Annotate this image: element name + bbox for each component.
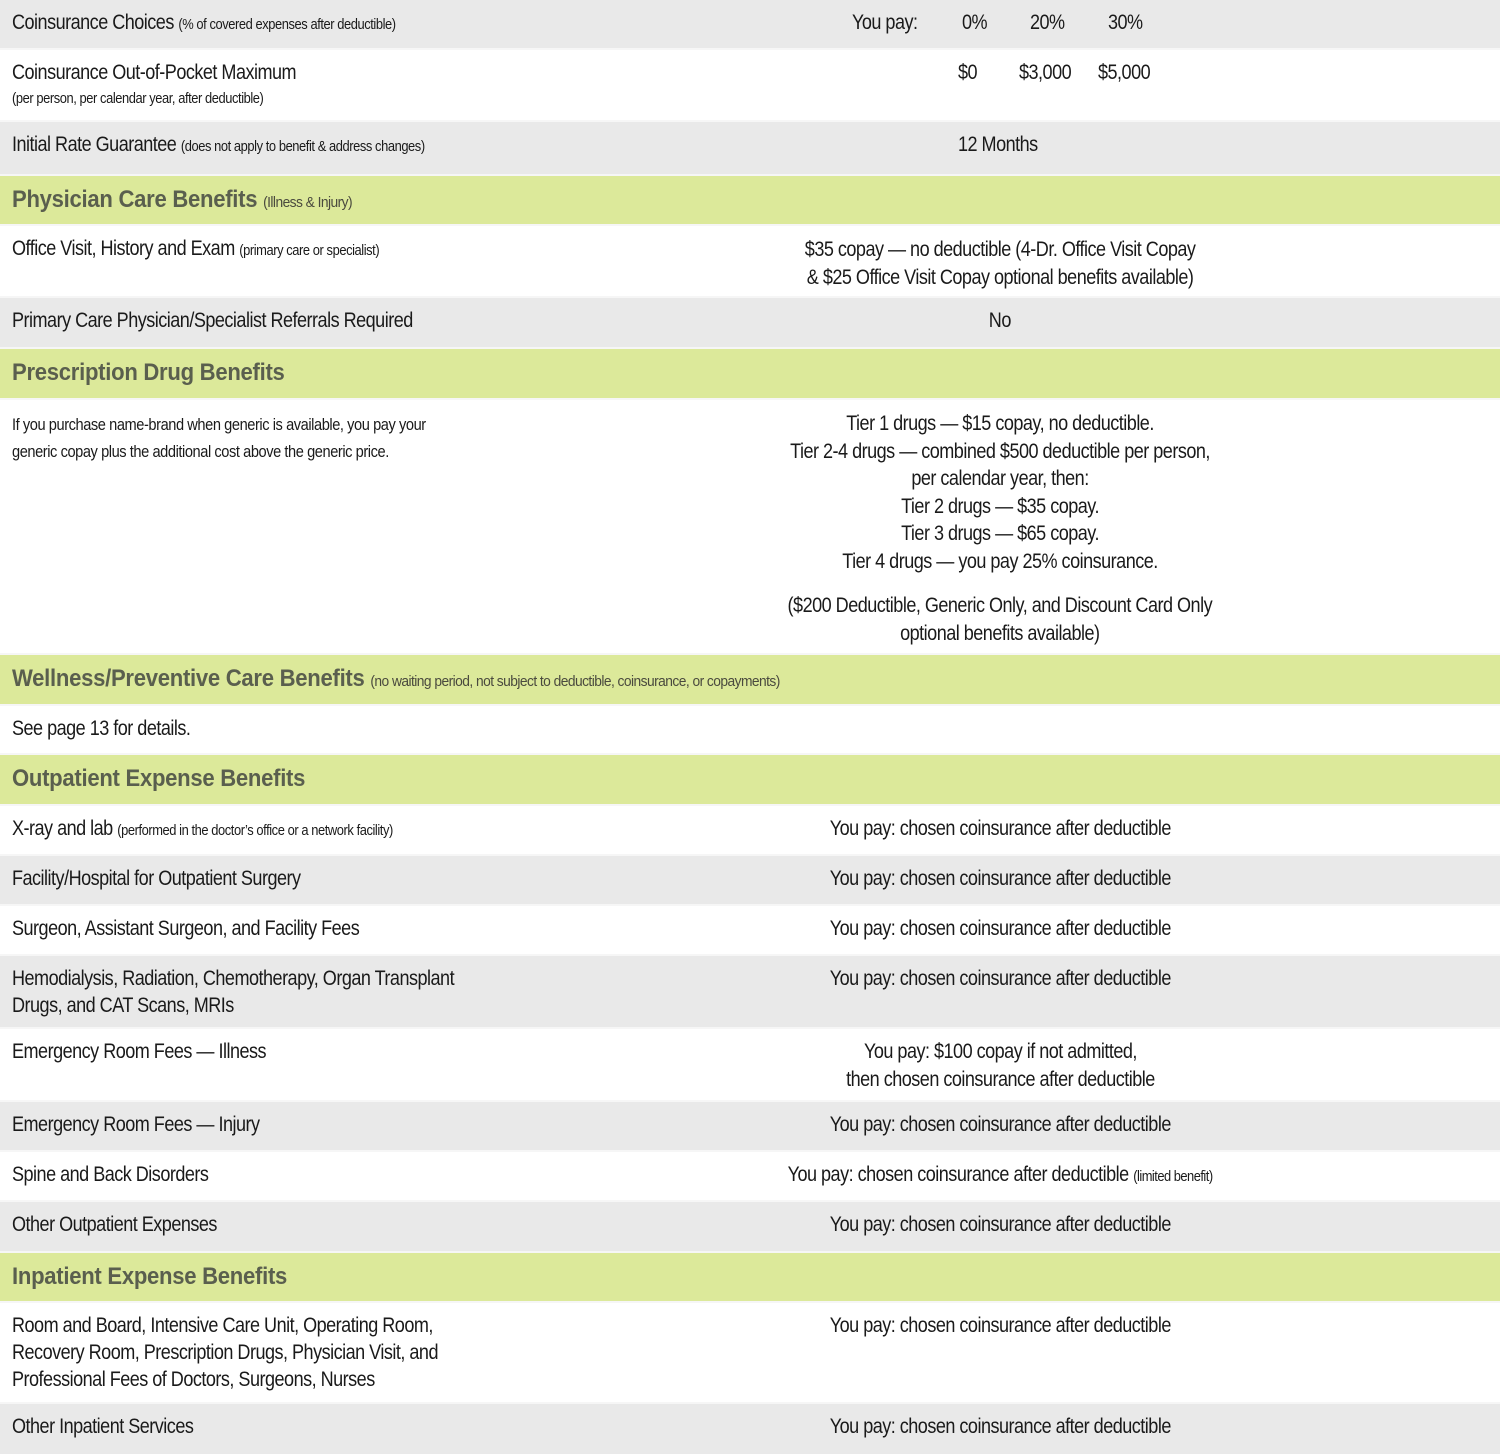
row-other-inpatient <box>0 1404 1500 1454</box>
tier-line: Tier 1 drugs — $15 copay, no deductible. <box>846 412 1154 435</box>
row-room-and-board <box>0 1303 1500 1404</box>
row-label <box>12 815 393 844</box>
prescription-note <box>12 411 426 465</box>
row-label <box>12 9 396 38</box>
oop-option-1: $3,000 <box>1019 61 1072 84</box>
value-text: You pay: chosen coinsurance after deductible <box>829 1213 1171 1236</box>
row-value <box>700 1312 1300 1340</box>
section-header-physician <box>0 176 1500 226</box>
row-value <box>700 236 1300 291</box>
row-value <box>700 865 1300 893</box>
label-text: Office Visit, History and Exam <box>12 237 235 260</box>
row-label: Facility/Hospital for Outpatient Surgery <box>12 867 301 890</box>
tier-line: Tier 4 drugs — you pay 25% coinsurance. <box>842 549 1158 573</box>
row-label: Other Outpatient Expenses <box>12 1213 217 1236</box>
rate-guarantee-value: 12 Months <box>958 133 1038 156</box>
value-text: You pay: chosen coinsurance after deductible <box>829 1113 1171 1136</box>
value-text: You pay: chosen coinsurance after deductible <box>829 817 1171 840</box>
label-note: (primary care or specialist) <box>239 242 380 259</box>
row-rate-guarantee <box>0 122 1500 176</box>
value-text: You pay: chosen coinsurance after deductible <box>829 1415 1171 1438</box>
tier-line: Tier 3 drugs — $65 copay. <box>901 522 1099 545</box>
coinsurance-option-20: 20% <box>1030 11 1065 34</box>
row-hemodialysis <box>0 956 1500 1029</box>
row-label: Emergency Room Fees — Illness <box>12 1040 267 1063</box>
row-label <box>12 965 454 1019</box>
label-note: (per person, per calendar year, after deductible) <box>12 90 264 107</box>
section-title <box>12 185 352 218</box>
row-er-injury <box>0 1102 1500 1152</box>
row-value <box>700 1111 1300 1139</box>
section-header-wellness <box>0 655 1500 706</box>
optional-line: ($200 Deductible, Generic Only, and Discount Card Only <box>787 594 1213 617</box>
value-text: You pay: chosen coinsurance after deductible <box>787 1163 1129 1186</box>
wellness-link-text: See page 13 for details. <box>12 717 191 740</box>
label-note: (does not apply to benefit & address changes) <box>180 138 425 155</box>
value-line: then chosen coinsurance after deductible <box>845 1067 1155 1091</box>
row-label <box>12 235 379 264</box>
row-xray-lab <box>0 806 1500 856</box>
prescription-optional <box>700 592 1300 647</box>
section-title <box>12 664 780 697</box>
section-title-text: Physician Care Benefits <box>12 186 258 213</box>
value-line: $35 copay — no deductible (4-Dr. Office Visit Copay <box>804 238 1196 261</box>
note-line: generic copay plus the additional cost above the generic price. <box>12 442 389 461</box>
row-wellness-body <box>0 706 1500 755</box>
label-line: Professional Fees of Doctors, Surgeons, Nurses <box>12 1368 375 1391</box>
label-text: X-ray and lab <box>12 817 113 840</box>
value-text: You pay: chosen coinsurance after deductible <box>829 867 1171 890</box>
label-line: Room and Board, Intensive Care Unit, Operating Room, <box>12 1314 433 1337</box>
section-title: Outpatient Expense Benefits <box>12 765 306 792</box>
row-label: Surgeon, Assistant Surgeon, and Facility Fees <box>12 917 360 940</box>
label-text: Coinsurance Choices <box>12 11 174 34</box>
value-line: & $25 Office Visit Copay optional benefits available) <box>806 265 1194 289</box>
label-text: Coinsurance Out-of-Pocket Maximum <box>12 61 297 84</box>
row-label: Primary Care Physician/Specialist Referrals Required <box>12 309 413 332</box>
oop-option-0: $0 <box>958 61 978 84</box>
prescription-tiers <box>700 410 1300 575</box>
value-note: (limited benefit) <box>1133 1168 1213 1185</box>
oop-option-2: $5,000 <box>1098 61 1151 84</box>
row-referrals <box>0 298 1500 349</box>
coinsurance-option-0: 0% <box>962 11 988 34</box>
you-pay-label: You pay: <box>852 11 918 34</box>
row-label <box>12 131 425 160</box>
row-value <box>700 815 1300 843</box>
section-header-prescription <box>0 349 1500 400</box>
row-value <box>700 1211 1300 1239</box>
section-title-text: Wellness/Preventive Care Benefits <box>12 665 365 692</box>
label-line: Drugs, and CAT Scans, MRIs <box>12 994 234 1017</box>
row-outpatient-facility <box>0 856 1500 906</box>
section-title: Inpatient Expense Benefits <box>12 1263 288 1290</box>
row-office-visit <box>0 226 1500 298</box>
tier-line: per calendar year, then: <box>911 467 1089 490</box>
row-value <box>700 1161 1300 1191</box>
row-value <box>700 915 1300 943</box>
row-value <box>700 307 1300 335</box>
value-line: You pay: $100 copay if not admitted, <box>863 1040 1137 1063</box>
value-text: You pay: chosen coinsurance after deductible <box>829 1314 1171 1337</box>
section-header-inpatient <box>0 1253 1500 1303</box>
row-label: Emergency Room Fees — Injury <box>12 1113 260 1136</box>
row-label <box>12 1312 438 1393</box>
tier-line: Tier 2 drugs — $35 copay. <box>901 494 1099 518</box>
tier-line: Tier 2-4 drugs — combined $500 deductible per person, <box>790 439 1210 463</box>
row-value <box>700 1413 1300 1441</box>
label-line: Hemodialysis, Radiation, Chemotherapy, Organ Transplant <box>12 967 455 990</box>
coinsurance-option-30: 30% <box>1108 11 1143 34</box>
row-label <box>12 59 296 112</box>
row-oop-max <box>0 50 1500 122</box>
row-value <box>700 965 1300 993</box>
note-line: If you purchase name-brand when generic is available, you pay your <box>12 415 426 434</box>
label-note: (performed in the doctor’s office or a network facility) <box>117 822 393 839</box>
row-spine-back <box>0 1152 1500 1202</box>
row-er-illness <box>0 1029 1500 1102</box>
section-note: (Illness & Injury) <box>263 194 353 211</box>
row-value <box>700 1038 1300 1093</box>
value-text: No <box>988 309 1012 332</box>
row-prescription-details <box>0 400 1500 655</box>
row-label: Spine and Back Disorders <box>12 1163 209 1186</box>
value-text: You pay: chosen coinsurance after deductible <box>829 967 1171 990</box>
label-text: Initial Rate Guarantee <box>12 133 177 156</box>
row-coinsurance-choices <box>0 0 1500 50</box>
label-note: (% of covered expenses after deductible) <box>178 16 396 33</box>
optional-line: optional benefits available) <box>900 621 1100 645</box>
row-other-outpatient <box>0 1202 1500 1253</box>
section-title: Prescription Drug Benefits <box>12 359 285 386</box>
label-line: Recovery Room, Prescription Drugs, Physician Visit, and <box>12 1341 438 1364</box>
row-surgeon-fees <box>0 906 1500 956</box>
row-label: Other Inpatient Services <box>12 1415 194 1438</box>
section-note: (no waiting period, not subject to deductible, coinsurance, or copayments) <box>370 673 780 690</box>
section-header-outpatient <box>0 755 1500 806</box>
value-text: You pay: chosen coinsurance after deductible <box>829 917 1171 940</box>
